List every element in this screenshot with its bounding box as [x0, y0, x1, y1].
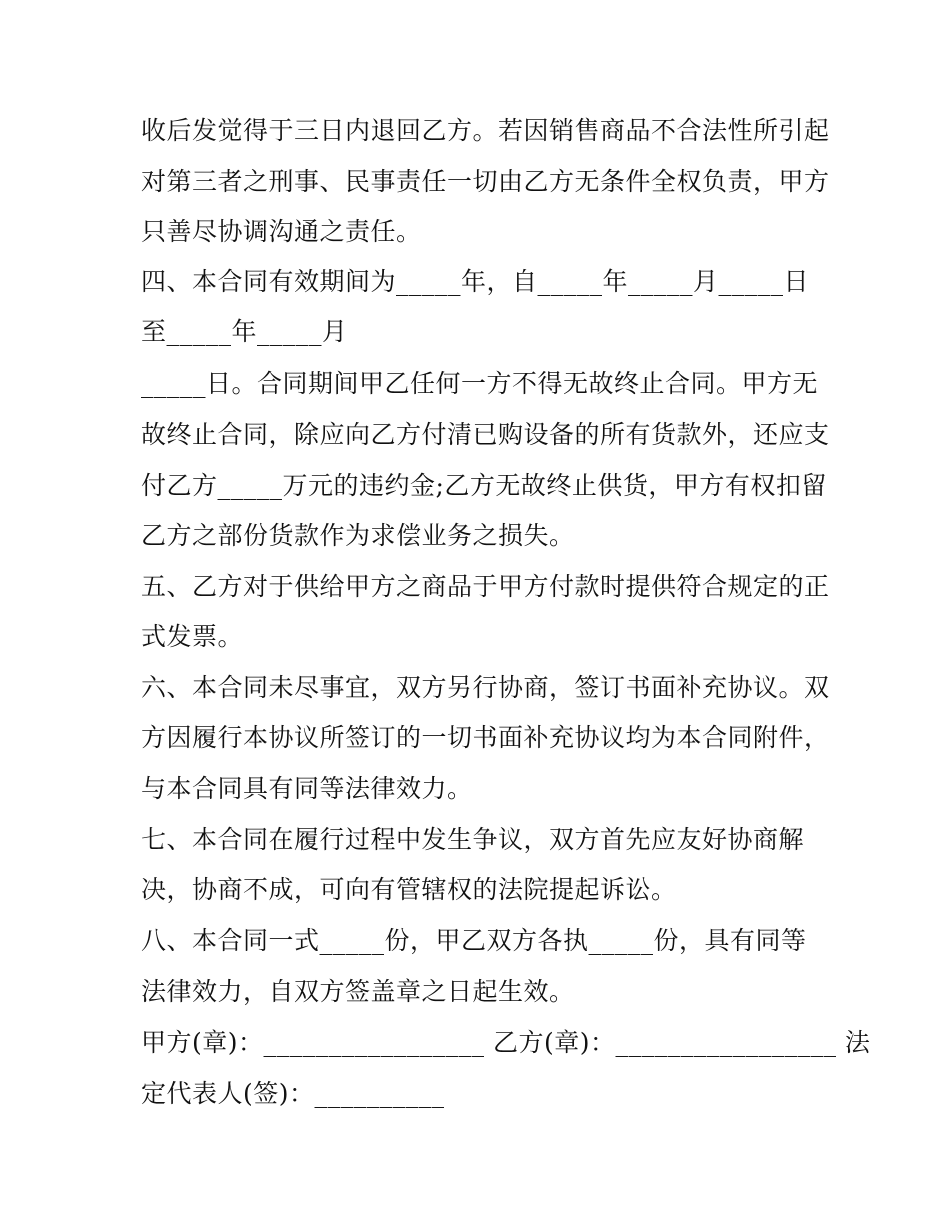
- text-line: 四、本合同有效期间为_____年，自_____年_____月_____日: [141, 267, 810, 296]
- text-line: 五、乙方对于供给甲方之商品于甲方付款时提供符合规定的正: [141, 572, 830, 601]
- text-line: 甲方(章)：_________________ 乙方(章)：_________________ 法: [141, 1028, 871, 1057]
- text-line: 方因履行本协议所签订的一切书面补充协议均为本合同附件，: [141, 723, 830, 752]
- text-line: 故终止合同，除应向乙方付清已购设备的所有货款外，还应支: [141, 420, 830, 449]
- text-line: 收后发觉得于三日内退回乙方。若因销售商品不合法性所引起: [141, 116, 830, 145]
- text-line: 乙方之部份货款作为求偿业务之损失。: [141, 521, 575, 550]
- text-line: 法律效力，自双方签盖章之日起生效。: [141, 977, 575, 1006]
- text-line: 七、本合同在履行过程中发生争议，双方首先应友好协商解: [141, 825, 805, 854]
- text-line: 决，协商不成，可向有管辖权的法院提起诉讼。: [141, 875, 677, 904]
- text-line: 定代表人(签)：__________: [141, 1079, 445, 1108]
- text-line: 式发票。: [141, 622, 244, 651]
- text-line: 六、本合同未尽事宜，双方另行协商，签订书面补充协议。双: [141, 673, 830, 702]
- text-line: 至_____年_____月: [141, 317, 348, 346]
- text-line: 与本合同具有同等法律效力。: [141, 774, 473, 803]
- text-line: 付乙方_____万元的违约金;乙方无故终止供货，甲方有权扣留: [141, 471, 827, 500]
- text-line: 只善尽协调沟通之责任。: [141, 217, 422, 246]
- text-line: 对第三者之刑事、民事责任一切由乙方无条件全权负责，甲方: [141, 167, 830, 196]
- text-line: _____日。合同期间甲乙任何一方不得无故终止合同。甲方无: [141, 369, 819, 398]
- text-line: 八、本合同一式_____份，甲乙双方各执_____份，具有同等: [141, 926, 807, 955]
